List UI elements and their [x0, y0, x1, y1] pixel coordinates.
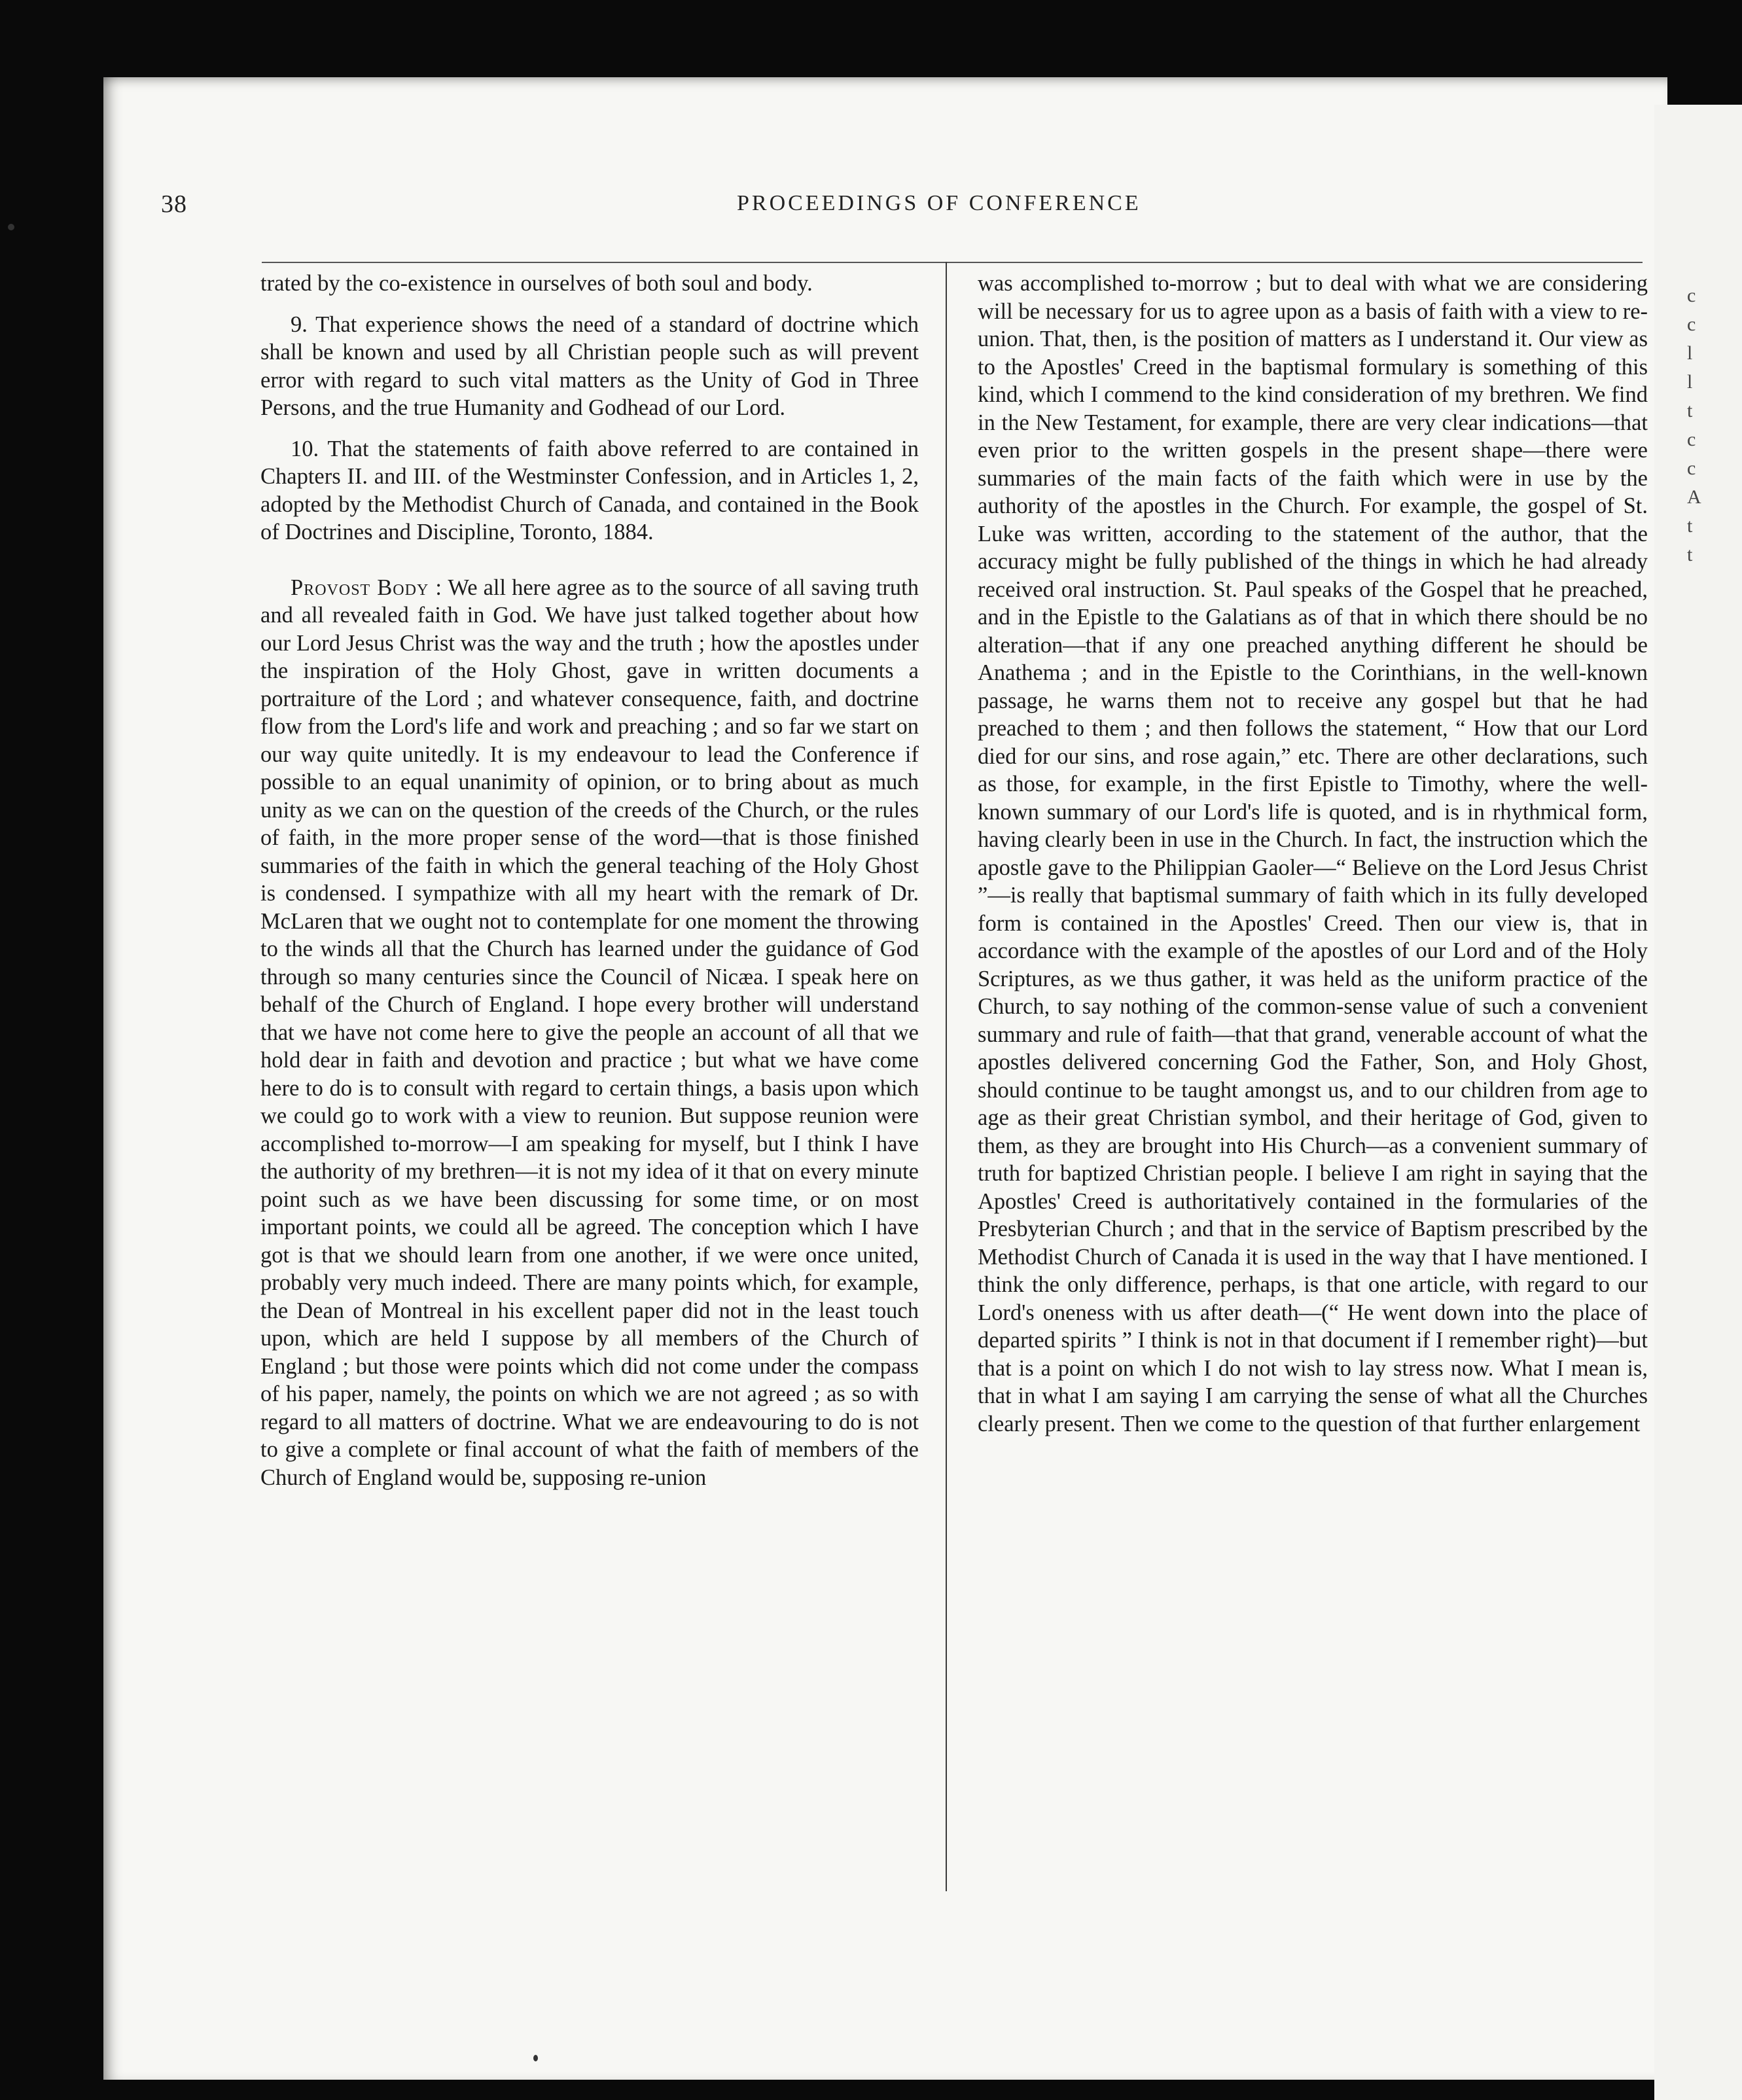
speech-text: We all here agree as to the source of all saving truth and all revealed faith in God. We have just talked together about how our Lord Jesus Christ was the way and the truth ; how the apostles under the inspiration of the Holy Ghost, gave in written documents a portraiture of the Lord ; and whatever consequence, faith, and doctrine flow from the Lord's life and work and preaching ; and so far we start on our way quite unitedly. It is my endeavour to lead the Conference if possible to an equal unanimity of opinion, or to bring about as much unity as we can on the question of the creeds of the Church, or the rules of faith, in the more proper sense of the word—that is those finished summaries of the faith in which the general teaching of the Holy Ghost is condensed. I sympathize with all my heart with the remark of Dr. McLaren that we ought not to contemplate for one moment the throwing to the winds all that the Church has learned under the guidance of God through so many centuries since the Council of Nicæa. I speak here on behalf of the Church of England. I hope every brother will understand that we have not come here to give the people an account of all that we hold dear in faith and devotion and practice ; but what we have come here to do is to consult with regard to certain things, a basis upon which we could go to work with a view to reunion. But suppose reunion were accomplished to-morrow—I am speaking for myself, but I think I have the authority of my brethren—it is not my idea of it that on every minute point such as we have been discussing for some time, or on most important points, we could all be agreed. The conception which I have got is that we should learn from one another, if we were once united, probably very much indeed. There are many points which, for example, the Dean of Montreal in his excellent paper did not in the least touch upon, which are held I suppose by all members of the Church of England ; but those were points which did not come under the compass of his paper, namely, the points on which we are not agreed ; as so with regard to all matters of doctrine. What we are endeavouring to do is not to give a complete or final account of what the faith of members of the Church of England would be, supposing re-union	[260, 575, 919, 1490]
page-number: 38	[161, 190, 187, 218]
page-header	[161, 185, 1646, 224]
right-column	[978, 270, 1648, 1438]
speaker-name: Provost Body :	[291, 575, 442, 600]
left-column	[260, 270, 919, 1491]
column-divider	[946, 262, 947, 1891]
header-rule	[262, 262, 1643, 263]
left-paragraph-1: trated by the co-existence in ourselves of both soul and body.	[260, 271, 813, 296]
right-paragraph-1: was accomplished to-morrow ; but to deal with what we are considering will be necessary for us to agree upon as a basis of faith with a view to re-union. That, then, is the position of matters as I understand it. Our view as to the Apostles' Creed in the baptismal formulary is something of this kind, which I commend to the kind consideration of my brethren. We find in the New Testament, for example, there are very clear indications—that even prior to the written gospels in the present shape—there were summaries of the main facts of the faith which were in use by the authority of the apostles in the Church. For example, the gospel of St. Luke was written, according to the statement of the author, that the accuracy might be fully published of the things in which he had already received oral instruction. St. Paul speaks of the Gospel that he preached, and in the Epistle to the Galatians as of that in which there should be no alteration—that if any one preached anything different he should be Anathema ; and in the Epistle to the Corinthians, in the well-known passage, he warns them not to receive any gospel but that he had preached to them ; and then follows the statement, “ How that our Lord died for our sins, and rose again,” etc. There are other declarations, such as those, for example, in the first Epistle to Timothy, where the well-known summary of our Lord's life is quoted, and is in rhythmical form, having clearly been in use in the Church. In fact, the instruction which the apostle gave to the Philippian Gaoler—“ Believe on the Lord Jesus Christ ”—is really that baptismal summary of faith which in its fully developed form is contained in the Apostles' Creed. Then our view is, that in accordance with the example of the apostles of our Lord and of the Holy Scriptures, as we thus gather, it was held as the uniform practice of the Church, to say nothing of the common-sense value of such a convenient summary and rule of faith—that that grand, venerable account of what the apostles delivered concerning God the Father, Son, and Holy Ghost, should continue to be taught amongst us, and to our children from age to age as their great Christian symbol, and their heritage of God, given to them, as they are brought into His Church—as a convenient summary of truth for baptized Christian people. I believe I am right in saying that the Apostles' Creed is authoritatively contained in the formularies of the Presbyterian Church ; and that in the service of Baptism prescribed by the Methodist Church of Canada it is used in the way that I have mentioned. I think the only difference, perhaps, is that one article, with regard to our Lord's oneness with us after death—(“ He went down into the place of departed spirits ” I think is not in that document if I remember right)—but that is a point on which I do not wish to lay stress now. What I mean is, that in what I am saying I am carrying the sense of what all the Churches clearly present. Then we come to the question of that further enlargement	[978, 271, 1648, 1436]
left-paragraph-4	[260, 574, 919, 1492]
adjacent-page-edge: c c l l t c c A t t	[1654, 105, 1742, 2100]
scan-speck	[8, 224, 14, 230]
left-paragraph-2: 9. That experience shows the need of a standard of doctrine which shall be known and used by all Christian people such as will prevent error with regard to such vital matters as the Unity of God in Three Persons, and the true Humanity and Godhead of our Lord.	[260, 311, 919, 420]
running-head: PROCEEDINGS OF CONFERENCE	[737, 191, 1141, 215]
scan-speck	[533, 2055, 538, 2061]
left-paragraph-3: 10. That the statements of faith above referred to are contained in Chapters II. and III. of the Westminster Confession, and in Articles 1, 2, adopted by the Methodist Church of Canada, and contained in the Book of Doctrines and Discipline, Toronto, 1884.	[260, 436, 919, 544]
